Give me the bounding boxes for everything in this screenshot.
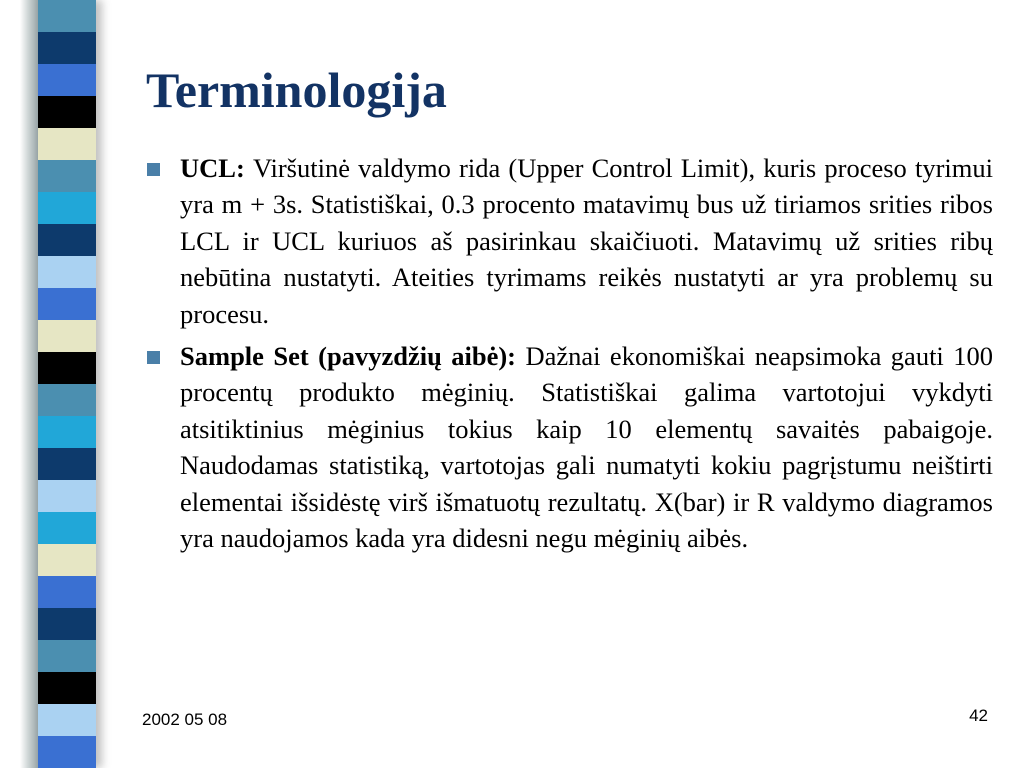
stripe-band — [38, 256, 96, 288]
stripe-band — [38, 672, 96, 704]
stripe-band — [38, 704, 96, 736]
square-bullet-icon — [147, 163, 160, 176]
stripe-band — [38, 608, 96, 640]
decorative-stripe-border — [0, 0, 118, 768]
bullet-item-ucl — [145, 150, 993, 332]
stripe-band — [38, 448, 96, 480]
stripe-band — [38, 0, 96, 32]
slide-number: 42 — [969, 706, 988, 725]
stripe-bands — [38, 0, 96, 768]
stripe-band — [38, 192, 96, 224]
bullet-text: Viršutinė valdymo rida (Upper Control Limit), kuris proceso tyrimui yra m + 3s. Statistiškai, 0.3 procento matavimų bus už tiriamos srities ribos LCL ir UCL kuriuos aš pasirinkau skaičiuoti. Matavimų už srities ribų nebūtina nustatyti. Ateities tyrimams reikės nustatyti ar yra problemų su procesu. — [180, 153, 993, 329]
stripe-band — [38, 384, 96, 416]
bullet-term: UCL: — [180, 153, 253, 183]
stripe-band — [38, 32, 96, 64]
stripe-band — [38, 288, 96, 320]
stripe-band — [38, 64, 96, 96]
footer-date: 2002 05 08 — [142, 710, 228, 729]
stripe-band — [38, 160, 96, 192]
stripe-band — [38, 320, 96, 352]
stripe-band — [38, 640, 96, 672]
bullet-term: Sample Set (pavyzdžių aibė): — [180, 341, 526, 372]
stripe-band — [38, 512, 96, 544]
stripe-band — [38, 352, 96, 384]
square-bullet-icon — [147, 351, 160, 364]
stripe-band — [38, 480, 96, 512]
stripe-band — [38, 128, 96, 160]
stripe-band — [38, 416, 96, 448]
bullet-text: Dažnai ekonomiškai neapsimoka gauti 100 procentų produkto mėginių. Statistiškai galima vartotojui vykdyti atsitiktinius mėginius tokius kaip 10 elementų savaitės pabaigoje. Naudodamas statistiką, vartotojas gali numatyti kokiu pagrįstumu neištirti elementai išsidėstę virš išmatuotų rezultatų. X(bar) ir R valdymo diagramos yra naudojamos kada yra didesni negu mėginių aibės. — [180, 341, 993, 554]
stripe-band — [38, 736, 96, 768]
bullet-item-sample-set — [145, 338, 993, 556]
stripe-band — [38, 96, 96, 128]
stripe-band — [38, 576, 96, 608]
stripe-band — [38, 544, 96, 576]
stripe-band — [38, 224, 96, 256]
bullet-list — [145, 150, 993, 562]
slide-title: Terminologija — [146, 62, 447, 118]
